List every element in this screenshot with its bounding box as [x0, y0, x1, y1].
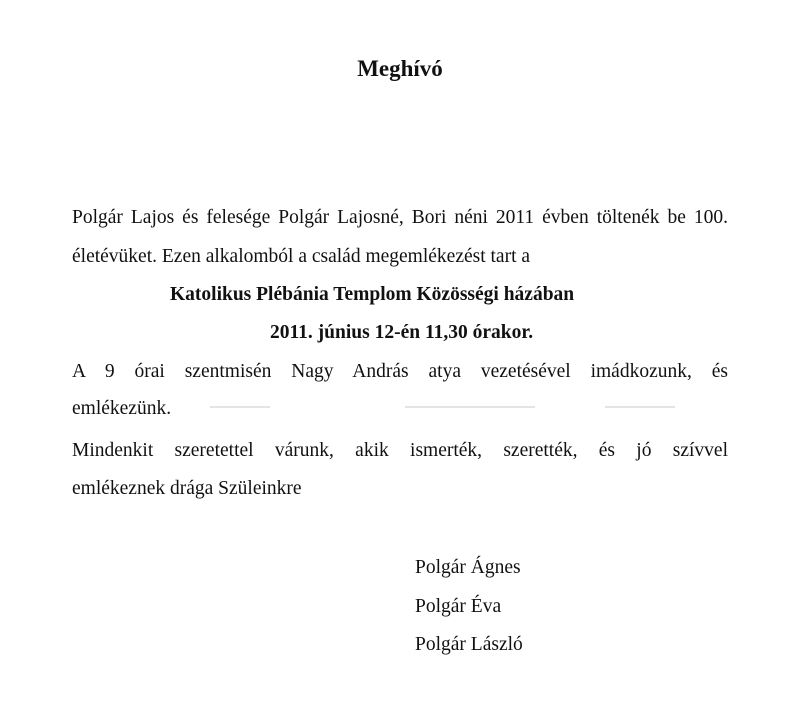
mass-line: A 9 órai szentmisén Nagy András atya vezetésével imádkozunk, és [72, 361, 728, 382]
invitation-title: Meghívó [357, 56, 443, 81]
scan-artifact [405, 406, 535, 408]
welcome-line: Mindenkit szeretettel várunk, akik ismerték, szerették, és jó szívvel [72, 440, 728, 461]
signature-name: Polgár Éva [415, 596, 502, 617]
welcome-line-continued: emlékeznek drága Szüleinkre [72, 478, 302, 499]
scan-artifact [210, 406, 270, 408]
venue-line: Katolikus Plébánia Templom Közösségi házában [170, 284, 575, 305]
scan-artifact [605, 406, 675, 408]
intro-paragraph: Polgár Lajos és felesége Polgár Lajosné, Bori néni 2011 évben töltenék be 100. életévüket. Ezen alkalomból a család megemlékezést tart a [72, 207, 728, 267]
signature-name: Polgár Ágnes [415, 557, 521, 578]
datetime-line: 2011. június 12-én 11,30 órakor. [270, 322, 534, 343]
mass-line-continued: emlékezünk. [72, 398, 172, 419]
signature-name: Polgár László [415, 634, 523, 655]
